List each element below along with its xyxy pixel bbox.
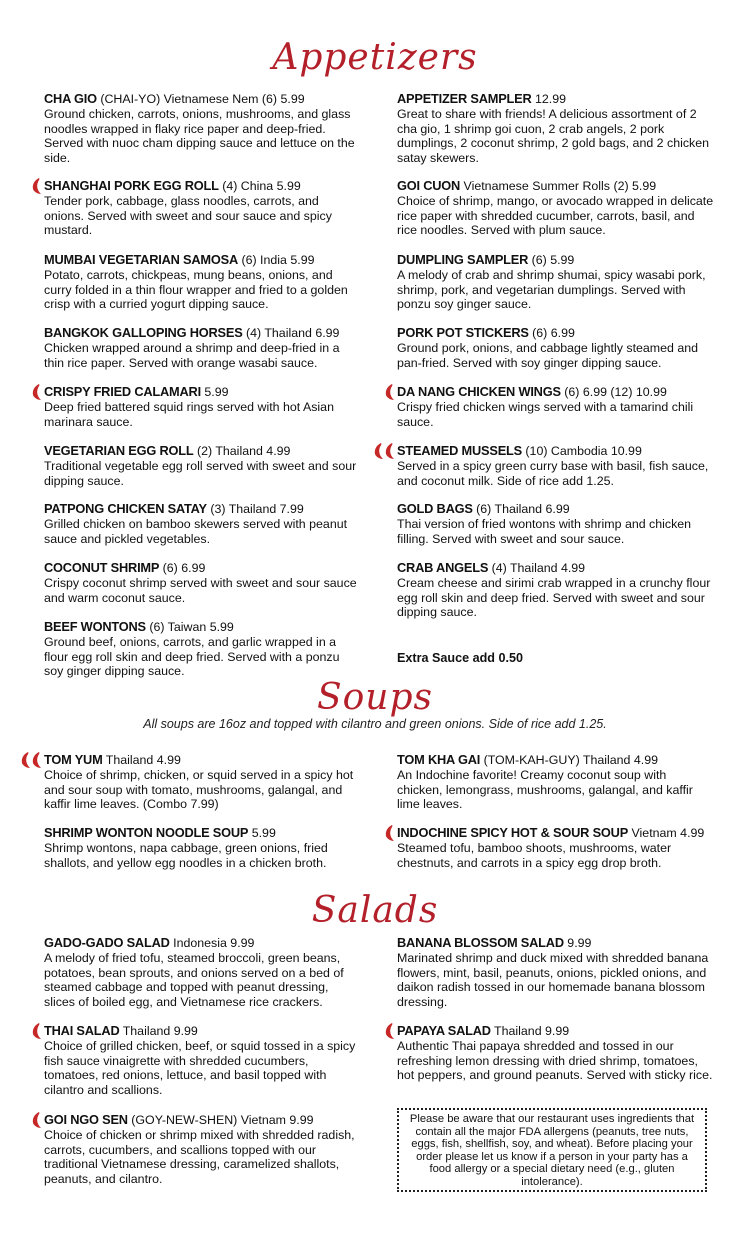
- menu-item: [44, 326, 362, 370]
- menu-item-description: Grilled chicken on bamboo skewers served with peanut sauce and pickled vegetables.: [44, 516, 348, 546]
- chili-pepper-icon: [29, 383, 43, 401]
- menu-item-description: Chicken wrapped around a shrimp and deep-fried in a thin rice paper. Served with orange wasabi sauce.: [44, 340, 340, 370]
- chili-pepper-icon: [29, 1022, 43, 1040]
- menu-item-name: PORK POT STICKERS: [397, 325, 529, 340]
- menu-item: [397, 561, 715, 620]
- menu-item: [44, 561, 362, 605]
- menu-item-name: COCONUT SHRIMP: [44, 560, 160, 575]
- menu-item: [44, 1024, 362, 1098]
- menu-item: [397, 179, 715, 238]
- allergen-notice: Please be aware that our restaurant uses ingredients that contain all the major FDA allergens (peanuts, tree nuts, eggs, fish, shellfish, soy, and wheat). Before placing your order please let us know if a person in your party has a food allergy or a special dietary need (e.g., gluten intolerance).: [397, 1108, 707, 1192]
- menu-item-price: (6) 6.99: [159, 561, 206, 575]
- menu-item-price: (6) India 5.99: [238, 253, 315, 267]
- menu-item-name: GOLD BAGS: [397, 501, 473, 516]
- menu-item-name: BANANA BLOSSOM SALAD: [397, 935, 564, 950]
- menu-item: [44, 92, 362, 166]
- menu-item-price: Thailand 4.99: [102, 753, 181, 767]
- menu-item-description: Shrimp wontons, napa cabbage, green onions, fried shallots, and yellow egg noodles in a chicken broth.: [44, 840, 328, 870]
- menu-item-name: CRISPY FRIED CALAMARI: [44, 384, 201, 399]
- menu-item-price: 5.99: [248, 826, 276, 840]
- menu-item-price: (4) Thailand 6.99: [242, 326, 340, 340]
- menu-item-name: PAPAYA SALAD: [397, 1023, 491, 1038]
- menu-item-name: SHRIMP WONTON NOODLE SOUP: [44, 825, 249, 840]
- soups-heading: Soups: [316, 677, 434, 718]
- menu-item-description: Potato, carrots, chickpeas, mung beans, onions, and curry folded in a thin flour wrapper and fried to a golden crisp with a curried yogurt dipping sauce.: [44, 267, 348, 312]
- menu-item-name: GOI NGO SEN: [44, 1112, 128, 1127]
- menu-item-name: GOI CUON: [397, 178, 461, 193]
- menu-item-description: Ground chicken, carrots, onions, mushrooms, and glass noodles wrapped in flaky rice paper and deep-fried. Served with nuoc cham dipping sauce and lettuce on the side.: [44, 106, 355, 166]
- menu-item-price: (6) 5.99: [528, 253, 575, 267]
- menu-item: [397, 826, 715, 870]
- double-chili-pepper-icon: [18, 751, 44, 769]
- menu-item-price: (6) Taiwan 5.99: [145, 620, 234, 634]
- menu-item: [397, 502, 715, 546]
- menu-item: [44, 253, 362, 312]
- menu-item-price: (6) Thailand 6.99: [472, 502, 570, 516]
- menu-item-name: PATPONG CHICKEN SATAY: [44, 501, 207, 516]
- menu-item-description: Authentic Thai papaya shredded and tossed in our refreshing lemon dressing with dried shrimp, tomatoes, hot peppers, and ground peanuts. Served with sticky rice.: [397, 1038, 713, 1083]
- menu-item: [44, 502, 362, 546]
- double-chili-pepper-icon: [371, 442, 397, 460]
- salads-heading: Salads: [311, 890, 439, 931]
- menu-item-name: BANGKOK GALLOPING HORSES: [44, 325, 243, 340]
- menu-item-price: Thailand 9.99: [490, 1024, 570, 1038]
- menu-item-price: Vietnamese Summer Rolls (2) 5.99: [460, 179, 657, 193]
- menu-item-name: CRAB ANGELS: [397, 560, 489, 575]
- menu-item-description: Choice of grilled chicken, beef, or squid tossed in a spicy fish sauce vinaigrette with shredded cucumbers, tomatoes, red onions, lettuce, and basil topped with cilantro and scallions.: [44, 1038, 356, 1098]
- menu-item: [397, 444, 715, 488]
- menu-item: [397, 92, 715, 166]
- menu-item-price: 12.99: [531, 92, 566, 106]
- menu-item: [397, 936, 715, 1010]
- menu-item: [44, 385, 362, 429]
- chili-pepper-icon: [29, 177, 43, 195]
- menu-item-price: Thailand 9.99: [119, 1024, 198, 1038]
- menu-item-description: Ground pork, onions, and cabbage lightly steamed and pan-fried. Served with soy ginger dipping sauce.: [397, 340, 699, 370]
- menu-item-price: (CHAI-YO) Vietnamese Nem (6) 5.99: [96, 92, 305, 106]
- menu-item-price: (10) Cambodia 10.99: [521, 444, 642, 458]
- menu-item-price: (4) China 5.99: [218, 179, 301, 193]
- menu-item-description: Crispy coconut shrimp served with sweet and sour sauce and warm coconut sauce.: [44, 575, 357, 605]
- menu-item-price: (6) 6.99: [528, 326, 575, 340]
- menu-item-description: Thai version of fried wontons with shrimp and chicken filling. Served with sweet and sour sauce.: [397, 516, 692, 546]
- menu-item-price: 5.99: [200, 385, 229, 399]
- menu-item: [44, 620, 362, 679]
- menu-item-description: Steamed tofu, bamboo shoots, mushrooms, water chestnuts, and carrots in a spicy egg drop broth.: [397, 840, 672, 870]
- menu-item-description: An Indochine favorite! Creamy coconut soup with chicken, lemongrass, mushrooms, galangal, and kaffir lime leaves.: [397, 767, 693, 812]
- menu-item-name: VEGETARIAN EGG ROLL: [44, 443, 194, 458]
- menu-item-name: SHANGHAI PORK EGG ROLL: [44, 178, 219, 193]
- menu-item-description: Crispy fried chicken wings served with a tamarind chili sauce.: [397, 399, 694, 429]
- chili-pepper-icon: [29, 1111, 43, 1129]
- menu-item-price: (2) Thailand 4.99: [193, 444, 291, 458]
- menu-item-price: (6) 6.99 (12) 10.99: [560, 385, 667, 399]
- menu-item-name: CHA GIO: [44, 91, 97, 106]
- menu-item-name: TOM KHA GAI: [397, 752, 481, 767]
- menu-item-name: INDOCHINE SPICY HOT & SOUR SOUP: [397, 825, 629, 840]
- menu-item-price: (4) Thailand 4.99: [488, 561, 586, 575]
- menu-item: [397, 753, 715, 812]
- menu-item: [397, 326, 715, 370]
- menu-item-name: APPETIZER SAMPLER: [397, 91, 532, 106]
- menu-item: [397, 385, 715, 429]
- menu-item: [44, 444, 362, 488]
- menu-item-name: DA NANG CHICKEN WINGS: [397, 384, 561, 399]
- menu-item-description: Tender pork, cabbage, glass noodles, carrots, and onions. Served with sweet and sour sauce and spicy mustard.: [44, 193, 332, 238]
- menu-item-name: TOM YUM: [44, 752, 103, 767]
- menu-item-description: Choice of shrimp, mango, or avocado wrapped in delicate rice paper with shredded cucumber, carrots, basil, and rice noodles. Served with plum sauce.: [397, 193, 714, 238]
- menu-item-name: DUMPLING SAMPLER: [397, 252, 529, 267]
- menu-item-price: Vietnam 4.99: [628, 826, 705, 840]
- menu-item-description: Ground beef, onions, carrots, and garlic wrapped in a flour egg roll skin and deep fried. Served with a ponzu soy ginger dipping sauce.: [44, 634, 340, 679]
- menu-item: [44, 753, 362, 812]
- menu-item: [397, 253, 715, 312]
- menu-item-price: Indonesia 9.99: [169, 936, 255, 950]
- appetizers-heading: Appetizers: [272, 37, 478, 78]
- extra-sauce-note: Extra Sauce add 0.50: [397, 651, 524, 665]
- menu-item-name: THAI SALAD: [44, 1023, 120, 1038]
- menu-item: [44, 936, 362, 1010]
- menu-item-description: Choice of shrimp, chicken, or squid served in a spicy hot and sour soup with tomato, mushrooms, galangal, and kaffir lime leaves. (Combo 7.99): [44, 767, 354, 812]
- menu-item-description: A melody of fried tofu, steamed broccoli, green beans, potatoes, bean sprouts, and onions served on a bed of steamed cabbage and topped with peanut dressing, slices of boiled egg, and Vietnamese rice crackers.: [44, 950, 344, 1010]
- menu-item-name: BEEF WONTONS: [44, 619, 146, 634]
- menu-item: [397, 1024, 715, 1083]
- menu-item-price: (3) Thailand 7.99: [206, 502, 304, 516]
- menu-item-description: Served in a spicy green curry base with basil, fish sauce, and coconut milk. Side of rice add 1.25.: [397, 458, 709, 488]
- menu-item: [44, 826, 362, 870]
- menu-item-name: MUMBAI VEGETARIAN SAMOSA: [44, 252, 239, 267]
- menu-item-description: A melody of crab and shrimp shumai, spicy wasabi pork, shrimp, pork, and vegetarian dumplings. Served with ponzu soy ginger sauce.: [397, 267, 706, 312]
- menu-item-description: Choice of chicken or shrimp mixed with shredded radish, carrots, cucumbers, and scallions topped with our traditional Vietnamese dressing, caramelized shallots, peanuts, and cilantro.: [44, 1127, 355, 1187]
- menu-item-name: GADO-GADO SALAD: [44, 935, 170, 950]
- chili-pepper-icon: [382, 824, 396, 842]
- menu-item-description: Deep fried battered squid rings served with hot Asian marinara sauce.: [44, 399, 334, 429]
- menu-item-price: (GOY-NEW-SHEN) Vietnam 9.99: [127, 1113, 314, 1127]
- menu-item: [44, 1113, 362, 1187]
- menu-item-name: STEAMED MUSSELS: [397, 443, 522, 458]
- menu-item-description: Traditional vegetable egg roll served with sweet and sour dipping sauce.: [44, 458, 357, 488]
- menu-item-description: Marinated shrimp and duck mixed with shredded banana flowers, mint, basil, peanuts, onions, pickled onions, and daikon radish tossed in our homemade banana blossom dressing.: [397, 950, 709, 1010]
- menu-item-price: (TOM-KAH-GUY) Thailand 4.99: [480, 753, 659, 767]
- menu-item-description: Great to share with friends! A delicious assortment of 2 cha gio, 1 shrimp goi cuon, 2 crab angels, 2 pork dumplings, 2 coconut shrimp, 2 gold bags, and 2 chicken satay skewers.: [397, 106, 710, 166]
- menu-item: [44, 179, 362, 238]
- menu-item-description: Cream cheese and sirimi crab wrapped in a crunchy flour egg roll skin and deep fried. Served with sweet and sour dipping sauce.: [397, 575, 711, 620]
- chili-pepper-icon: [382, 1022, 396, 1040]
- menu-item-price: 9.99: [563, 936, 592, 950]
- chili-pepper-icon: [382, 383, 396, 401]
- soups-note: All soups are 16oz and topped with cilantro and green onions. Side of rice add 1.25.: [143, 717, 607, 731]
